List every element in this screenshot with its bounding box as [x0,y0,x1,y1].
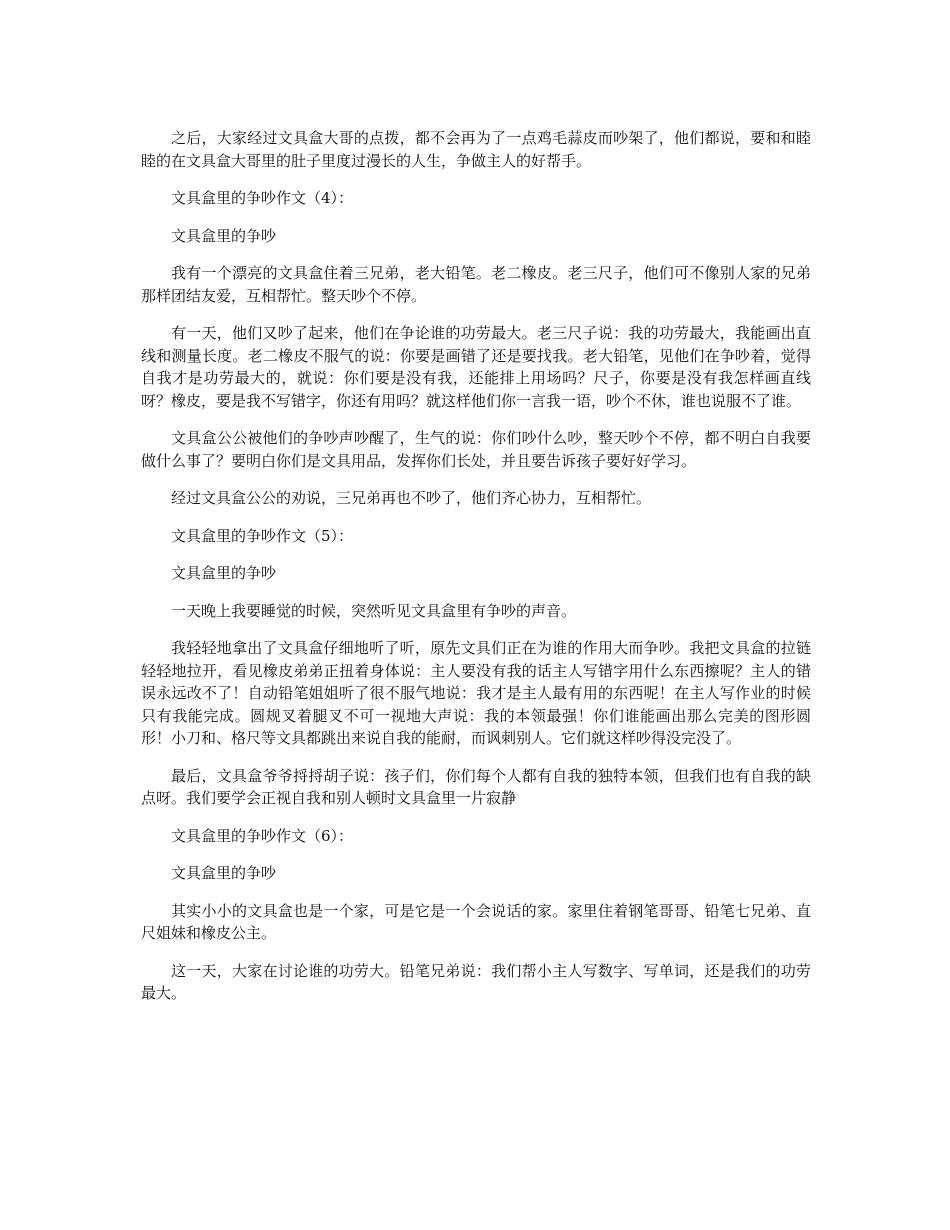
essay-4-paragraph-1: 我有一个漂亮的文具盒住着三兄弟，老大铅笔。老二橡皮。老三尺子，他们可不像别人家的兄弟那样团结友爱，互相帮忙。整天吵个不停。 [141,264,811,305]
essay-6-title: 文具盒里的争吵 [171,864,277,882]
essay-4-paragraph-3: 文具盒公公被他们的争吵声吵醒了，生气的说：你们吵什么吵，整天吵个不停，都不明白自我要做什么事了？要明白你们是文具用品，发挥你们长处，并且要告诉孩子要好好学习。 [141,429,811,470]
essay-5-paragraph-2: 我轻轻地拿出了文具盒仔细地听了听，原先文具们正在为谁的作用大而争吵。我把文具盒的拉链轻轻地拉开，看见橡皮弟弟正扭着身体说：主人要没有我的话主人写错字用什么东西擦呢？主人的错误永远改不了！自动铅笔姐姐听了很不服气地说：我才是主人最有用的东西呢！在主人写作业的时候只有我能完成。圆规叉着腿叉不可一视地大声说：我的本领最强！你们谁能画出那么完美的图形圆形！小刀和、格尺等文具都跳出来说自我的能耐，而讽刺别人。它们就这样吵得没完没了。 [141,639,811,747]
paragraph-intro-conclusion: 之后，大家经过文具盒大哥的点拨，都不会再为了一点鸡毛蒜皮而吵架了，他们都说，要和和睦睦的在文具盒大哥里的肚子里度过漫长的人生，争做主人的好帮手。 [141,129,811,170]
essay-6-heading: 文具盒里的争吵作文（6）： [171,826,354,845]
essay-4-paragraph-2: 有一天，他们又吵了起来，他们在争论谁的功劳最大。老三尺子说：我的功劳最大，我能画出直线和测量长度。老二橡皮不服气的说：你要是画错了还是要找我。老大铅笔，见他们在争吵着，觉得自我才是功劳最大的，就说：你们要是没有我，还能排上用场吗？尺子，你要是没有我怎样画直线呀？橡皮，要是我不写错字，你还有用吗？就这样他们你一言我一语，吵个不休，谁也说服不了谁。 [141,324,811,410]
essay-6-paragraph-2: 这一天，大家在讨论谁的功劳大。铅笔兄弟说：我们帮小主人写数字、写单词，还是我们的功劳最大。 [141,961,811,1002]
essay-4-paragraph-4: 经过文具盒公公的劝说，三兄弟再也不吵了，他们齐心协力，互相帮忙。 [171,489,652,507]
document-page [141,127,811,1020]
essay-5-heading: 文具盒里的争吵作文（5）： [171,526,354,545]
essay-4-heading: 文具盒里的争吵作文（4）： [171,189,354,207]
essay-5-paragraph-3: 最后，文具盒爷爷捋捋胡子说：孩子们，你们每个人都有自我的独特本领，但我们也有自我的缺点呀。我们要学会正视自我和别人顿时文具盒里一片寂静 [141,766,811,807]
essay-6-paragraph-1: 其实小小的文具盒也是一个家，可是它是一个会说话的家。家里住着钢笔哥哥、铅笔七兄弟、直尺姐妹和橡皮公主。 [141,901,811,942]
essay-5-title: 文具盒里的争吵 [171,564,277,582]
essay-4-title: 文具盒里的争吵 [171,226,277,245]
essay-5-paragraph-1: 一天晚上我要睡觉的时候，突然听见文具盒里有争吵的声音。 [171,601,577,620]
